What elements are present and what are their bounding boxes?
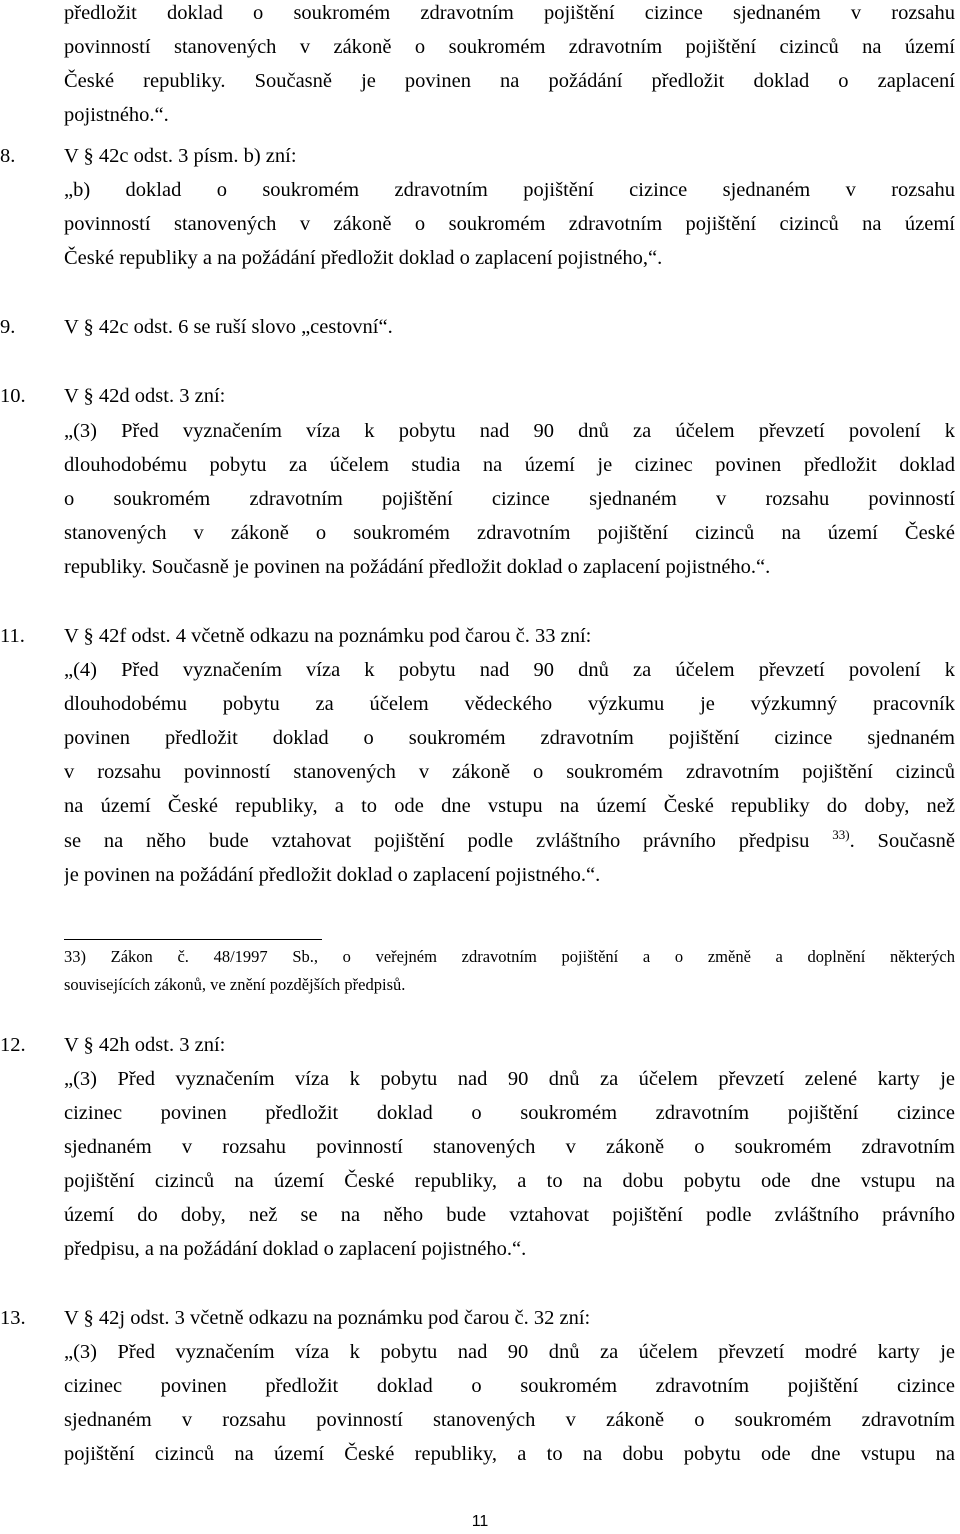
paragraph-line: předpisu, a na požádání doklad o zaplacení pojistného.“. (64, 1238, 527, 1260)
item-heading-text: V § 42f odst. 4 včetně odkazu na poznámku pod čarou č. 33 zní: (64, 625, 592, 647)
paragraph-line: pojistného.“. (64, 104, 169, 126)
item-heading-text: V § 42d odst. 3 zní: (64, 385, 226, 407)
page-number: 11 (471, 1513, 489, 1530)
paragraph-line: pojištění cizinců na území České republiky, a to na dobu pobytu ode dne vstupu na (64, 1443, 955, 1465)
paragraph-line: sjednaném v rozsahu povinností stanovených v zákoně o soukromém zdravotním (64, 1409, 955, 1431)
paragraph-line-with-footnote-ref (64, 828, 955, 854)
paragraph-line: „b) doklad o soukromém zdravotním pojištění cizince sjednaném v rozsahu (64, 179, 955, 201)
footnote-separator (64, 939, 322, 940)
item-heading-text: V § 42c odst. 3 písm. b) zní: (64, 145, 297, 167)
item-number: 8. (0, 145, 16, 167)
footnote-line: 33) Zákon č. 48/1997 Sb., o veřejném zdravotním pojištění a o změně a doplnění některých (64, 947, 955, 966)
paragraph-line: sjednaném v rozsahu povinností stanovených v zákoně o soukromém zdravotním (64, 1136, 955, 1158)
paragraph-line: dlouhodobému pobytu za účelem studia na území je cizinec povinen předložit doklad (64, 454, 955, 476)
item-number: 13. (0, 1307, 26, 1329)
paragraph-line: „(3) Před vyznačením víza k pobytu nad 90 dnů za účelem převzetí modré karty je (64, 1341, 955, 1363)
paragraph-line: České republiky. Současně je povinen na požádání předložit doklad o zaplacení (64, 70, 955, 92)
paragraph-line: České republiky a na požádání předložit doklad o zaplacení pojistného,“. (64, 247, 663, 269)
paragraph-line: „(4) Před vyznačením víza k pobytu nad 90 dnů za účelem převzetí povolení k (64, 659, 955, 681)
item-number: 10. (0, 385, 26, 407)
paragraph-line: povinností stanovených v zákoně o soukromém zdravotním pojištění cizinců na území (64, 213, 955, 235)
line-text: se na něho bude vztahovat pojištění podle zvláštního právního předpisu (64, 830, 833, 852)
item-heading-text: V § 42c odst. 6 se ruší slovo „cestovní“. (64, 316, 393, 338)
item-heading-text: V § 42h odst. 3 zní: (64, 1034, 226, 1056)
paragraph-line: „(3) Před vyznačením víza k pobytu nad 90 dnů za účelem převzetí zelené karty je (64, 1068, 955, 1090)
paragraph-line: povinen předložit doklad o soukromém zdravotním pojištění cizince sjednaném (64, 727, 955, 749)
paragraph-line: pojištění cizinců na území České republiky, a to na dobu pobytu ode dne vstupu na (64, 1170, 955, 1192)
paragraph-line: předložit doklad o soukromém zdravotním pojištění cizince sjednaném v rozsahu (64, 2, 955, 24)
item-number: 9. (0, 316, 16, 338)
item-number: 11. (0, 625, 25, 647)
item-number: 12. (0, 1034, 26, 1056)
paragraph-line: povinností stanovených v zákoně o soukromém zdravotním pojištění cizinců na území (64, 36, 955, 58)
paragraph-line: je povinen na požádání předložit doklad o zaplacení pojistného.“. (64, 864, 601, 886)
footnote-reference[interactable]: 33) (832, 828, 850, 842)
item-heading-text: V § 42j odst. 3 včetně odkazu na poznámku pod čarou č. 32 zní: (64, 1307, 591, 1329)
paragraph-line: na území České republiky, a to ode dne vstupu na území České republiky do doby, než (64, 795, 955, 817)
paragraph-line: dlouhodobému pobytu za účelem vědeckého výzkumu je výzkumný pracovník (64, 693, 955, 715)
paragraph-line: území do doby, než se na něho bude vztahovat pojištění podle zvláštního právního (64, 1204, 955, 1226)
paragraph-line: republiky. Současně je povinen na požádání předložit doklad o zaplacení pojistného.“. (64, 556, 771, 578)
paragraph-line: „(3) Před vyznačením víza k pobytu nad 90 dnů za účelem převzetí povolení k (64, 420, 955, 442)
paragraph-line: stanovených v zákoně o soukromém zdravotním pojištění cizinců na území České (64, 522, 955, 544)
paragraph-line: cizinec povinen předložit doklad o soukromém zdravotním pojištění cizince (64, 1102, 955, 1124)
paragraph-line: v rozsahu povinností stanovených v zákoně o soukromém zdravotním pojištění cizinců (64, 761, 955, 783)
line-text: . Současně (849, 830, 955, 852)
footnote-line: souvisejících zákonů, ve znění pozdějších předpisů. (64, 975, 406, 994)
paragraph-line: o soukromém zdravotním pojištění cizince sjednaném v rozsahu povinností (64, 488, 955, 510)
paragraph-line: cizinec povinen předložit doklad o soukromém zdravotním pojištění cizince (64, 1375, 955, 1397)
